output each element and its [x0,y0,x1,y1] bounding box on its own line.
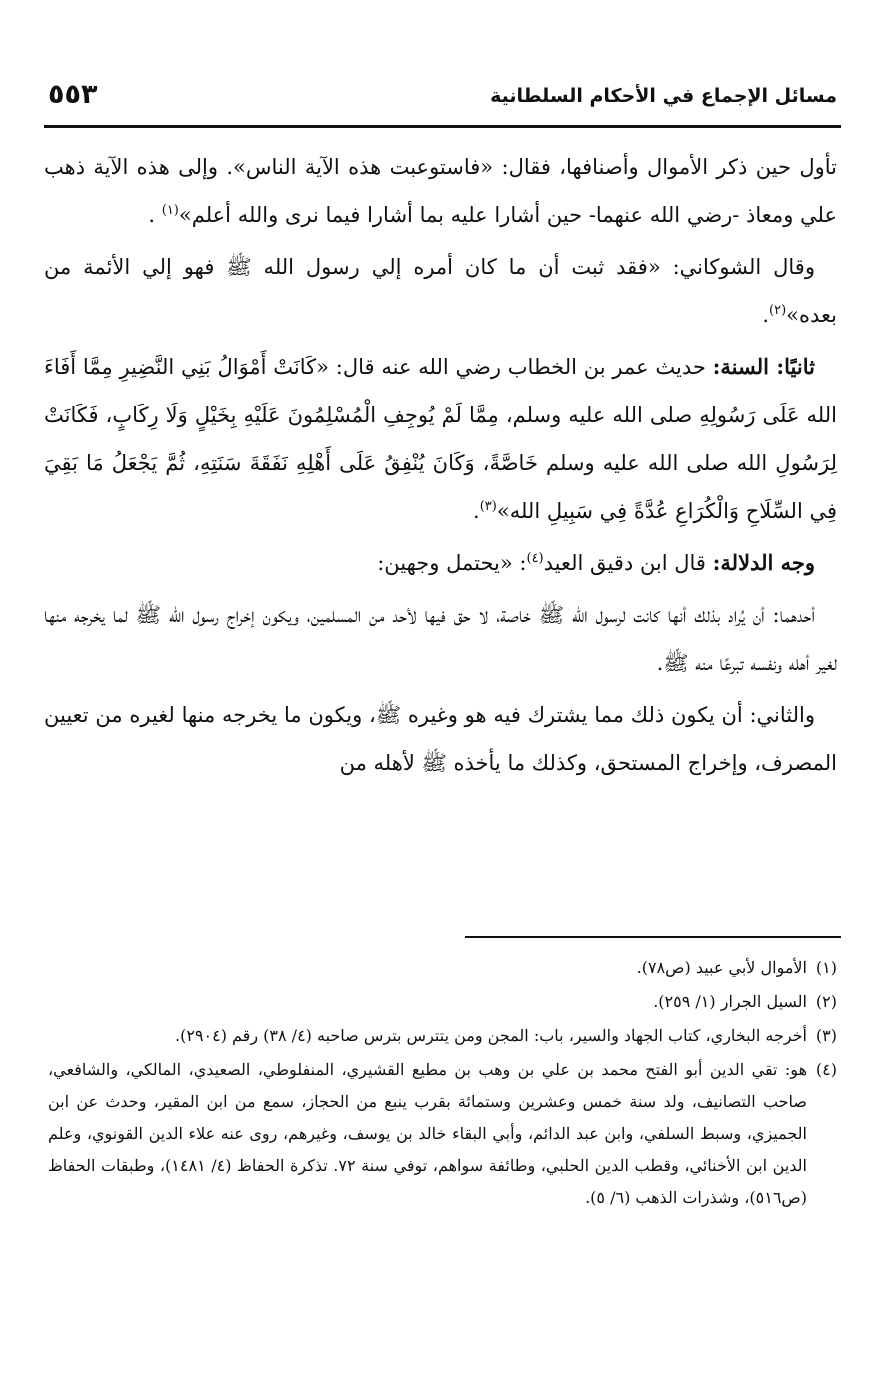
footnote-number: (٣) [815,1026,837,1045]
paragraph-text: حديث عمر بن الخطاب رضي الله عنه قال: «كَانَتْ أَمْوَالُ بَنِي النَّضِيرِ مِمَّا أَفَاءَ الله عَلَى رَسُولِهِ صلى الله عليه وسلم، مِمَّا لَمْ يُوجِفِ الْمُسْلِمُونَ عَلَيْهِ بِخَيْلٍ وَلَا رِكَابٍ، فَكَانَتْ لِرَسُولِ الله صلى الله عليه وسلم خَاصَّةً، وَكَانَ يُنْفِقُ عَلَى أَهْلِهِ نَفَقَةَ سَنَتِهِ، ثُمَّ يَجْعَلُ مَا بَقِيَ فِي السِّلَاحِ وَالْكُرَاعِ عُدَّةً فِي سَبِيلِ الله» [44,355,837,523]
footnote-item [48,1020,837,1052]
header-rule [44,125,841,128]
paragraph-evidence-aspect [44,539,837,587]
footnote-ref: (٢) [769,303,787,318]
footnote-text: الأموال لأبي عبيد (ص٧٨). [636,958,807,977]
paragraph-text: والثاني: أن يكون ذلك مما يشترك فيه هو وغيره ﷺ، ويكون ما يخرجه منها لغيره من تعيين المصرف، وإخراج المستحق، وكذلك ما يأخذه ﷺ لأهله من [44,703,837,775]
paragraph-text: أحدهما: أن يُراد بذلك أنها كانت لرسول الله ﷺ خاصة، لا حق فيها لأحد من المسلمين، ويكون إخراج رسول الله ﷺ لما يخرجه منها لغير أهله ونفسه تبرعًا منه ﷺ. [44,603,837,675]
paragraph-first-view [44,591,837,687]
page-number: ٥٥٣ [48,79,98,110]
section-label: ثانيًا: السنة: [712,354,815,379]
footnote-separator [465,936,841,938]
footnote-text: أخرجه البخاري، كتاب الجهاد والسير، باب: المجن ومن يتترس بترس صاحبه (٤/ ٣٨) رقم (٢٩٠٤). [175,1026,807,1045]
footnote-item [48,1054,837,1214]
paragraph-tail: . [762,303,769,327]
footnote-item [48,952,837,984]
paragraph-second-view [44,691,837,787]
footnotes [48,952,837,1216]
paragraph-tail: . [473,499,480,523]
footnote-ref: (٤) [526,551,544,566]
paragraph-text: وقال الشوكاني: «فقد ثبت أن ما كان أمره إلي رسول الله ﷺ فهو إلي الأئمة من بعده» [44,255,837,327]
footnote-number: (١) [815,958,837,977]
paragraph-text: قال ابن دقيق العيد [543,551,713,575]
footnote-text: هو: تقي الدين أبو الفتح محمد بن علي بن وهب بن مطيع القشيري، المنفلوطي، الصعيدي، المالكي، والشافعي، صاحب التصانيف، ولد سنة خمس وعشرين وستمائة بقرب ينبع من الحجاز، سمع من ابن المقير، وحدث عن ابن الجميزي، وسبط السلفي، وابن عبد الدائم، وأبي البقاء خالد بن يوسف، وغيرهم، روى عنه علاء الدين القونوي، وعلم الدين ابن الأخنائي، وقطب الدين الحلبي، وطائفة سواهم، توفي سنة ٧٢. تذكرة الحفاظ (٤/ ١٤٨١)، وطبقات الحفاظ (ص٥١٦)، وشذرات الذهب (٦/ ٥). [48,1060,808,1207]
footnote-ref: (٣) [479,499,497,514]
main-text [44,143,837,791]
book-title: مسائل الإجماع في الأحكام السلطانية [490,85,837,107]
paragraph-tail: : «يحتمل وجهين: [377,551,527,575]
paragraph-continuation [44,143,837,239]
footnote-number: (٤) [815,1060,837,1079]
footnote-text: السيل الجرار (١/ ٢٥٩). [653,992,807,1011]
paragraph-sunnah-hadith [44,343,837,535]
paragraph-shawkani-quote [44,243,837,339]
footnote-ref: (١) [161,203,179,218]
paragraph-tail: . [148,203,162,227]
footnote-item [48,986,837,1018]
running-header [48,78,837,122]
section-label: وجه الدلالة: [712,550,815,575]
footnote-number: (٢) [815,992,837,1011]
paragraph-text: تأول حين ذكر الأموال وأصنافها، فقال: «فاستوعبت هذه الآية الناس». وإلى هذه الآية ذهب علي ومعاذ -رضي الله عنهما- حين أشارا عليه بما أشارا فيما نرى والله أعلم» [44,155,837,227]
